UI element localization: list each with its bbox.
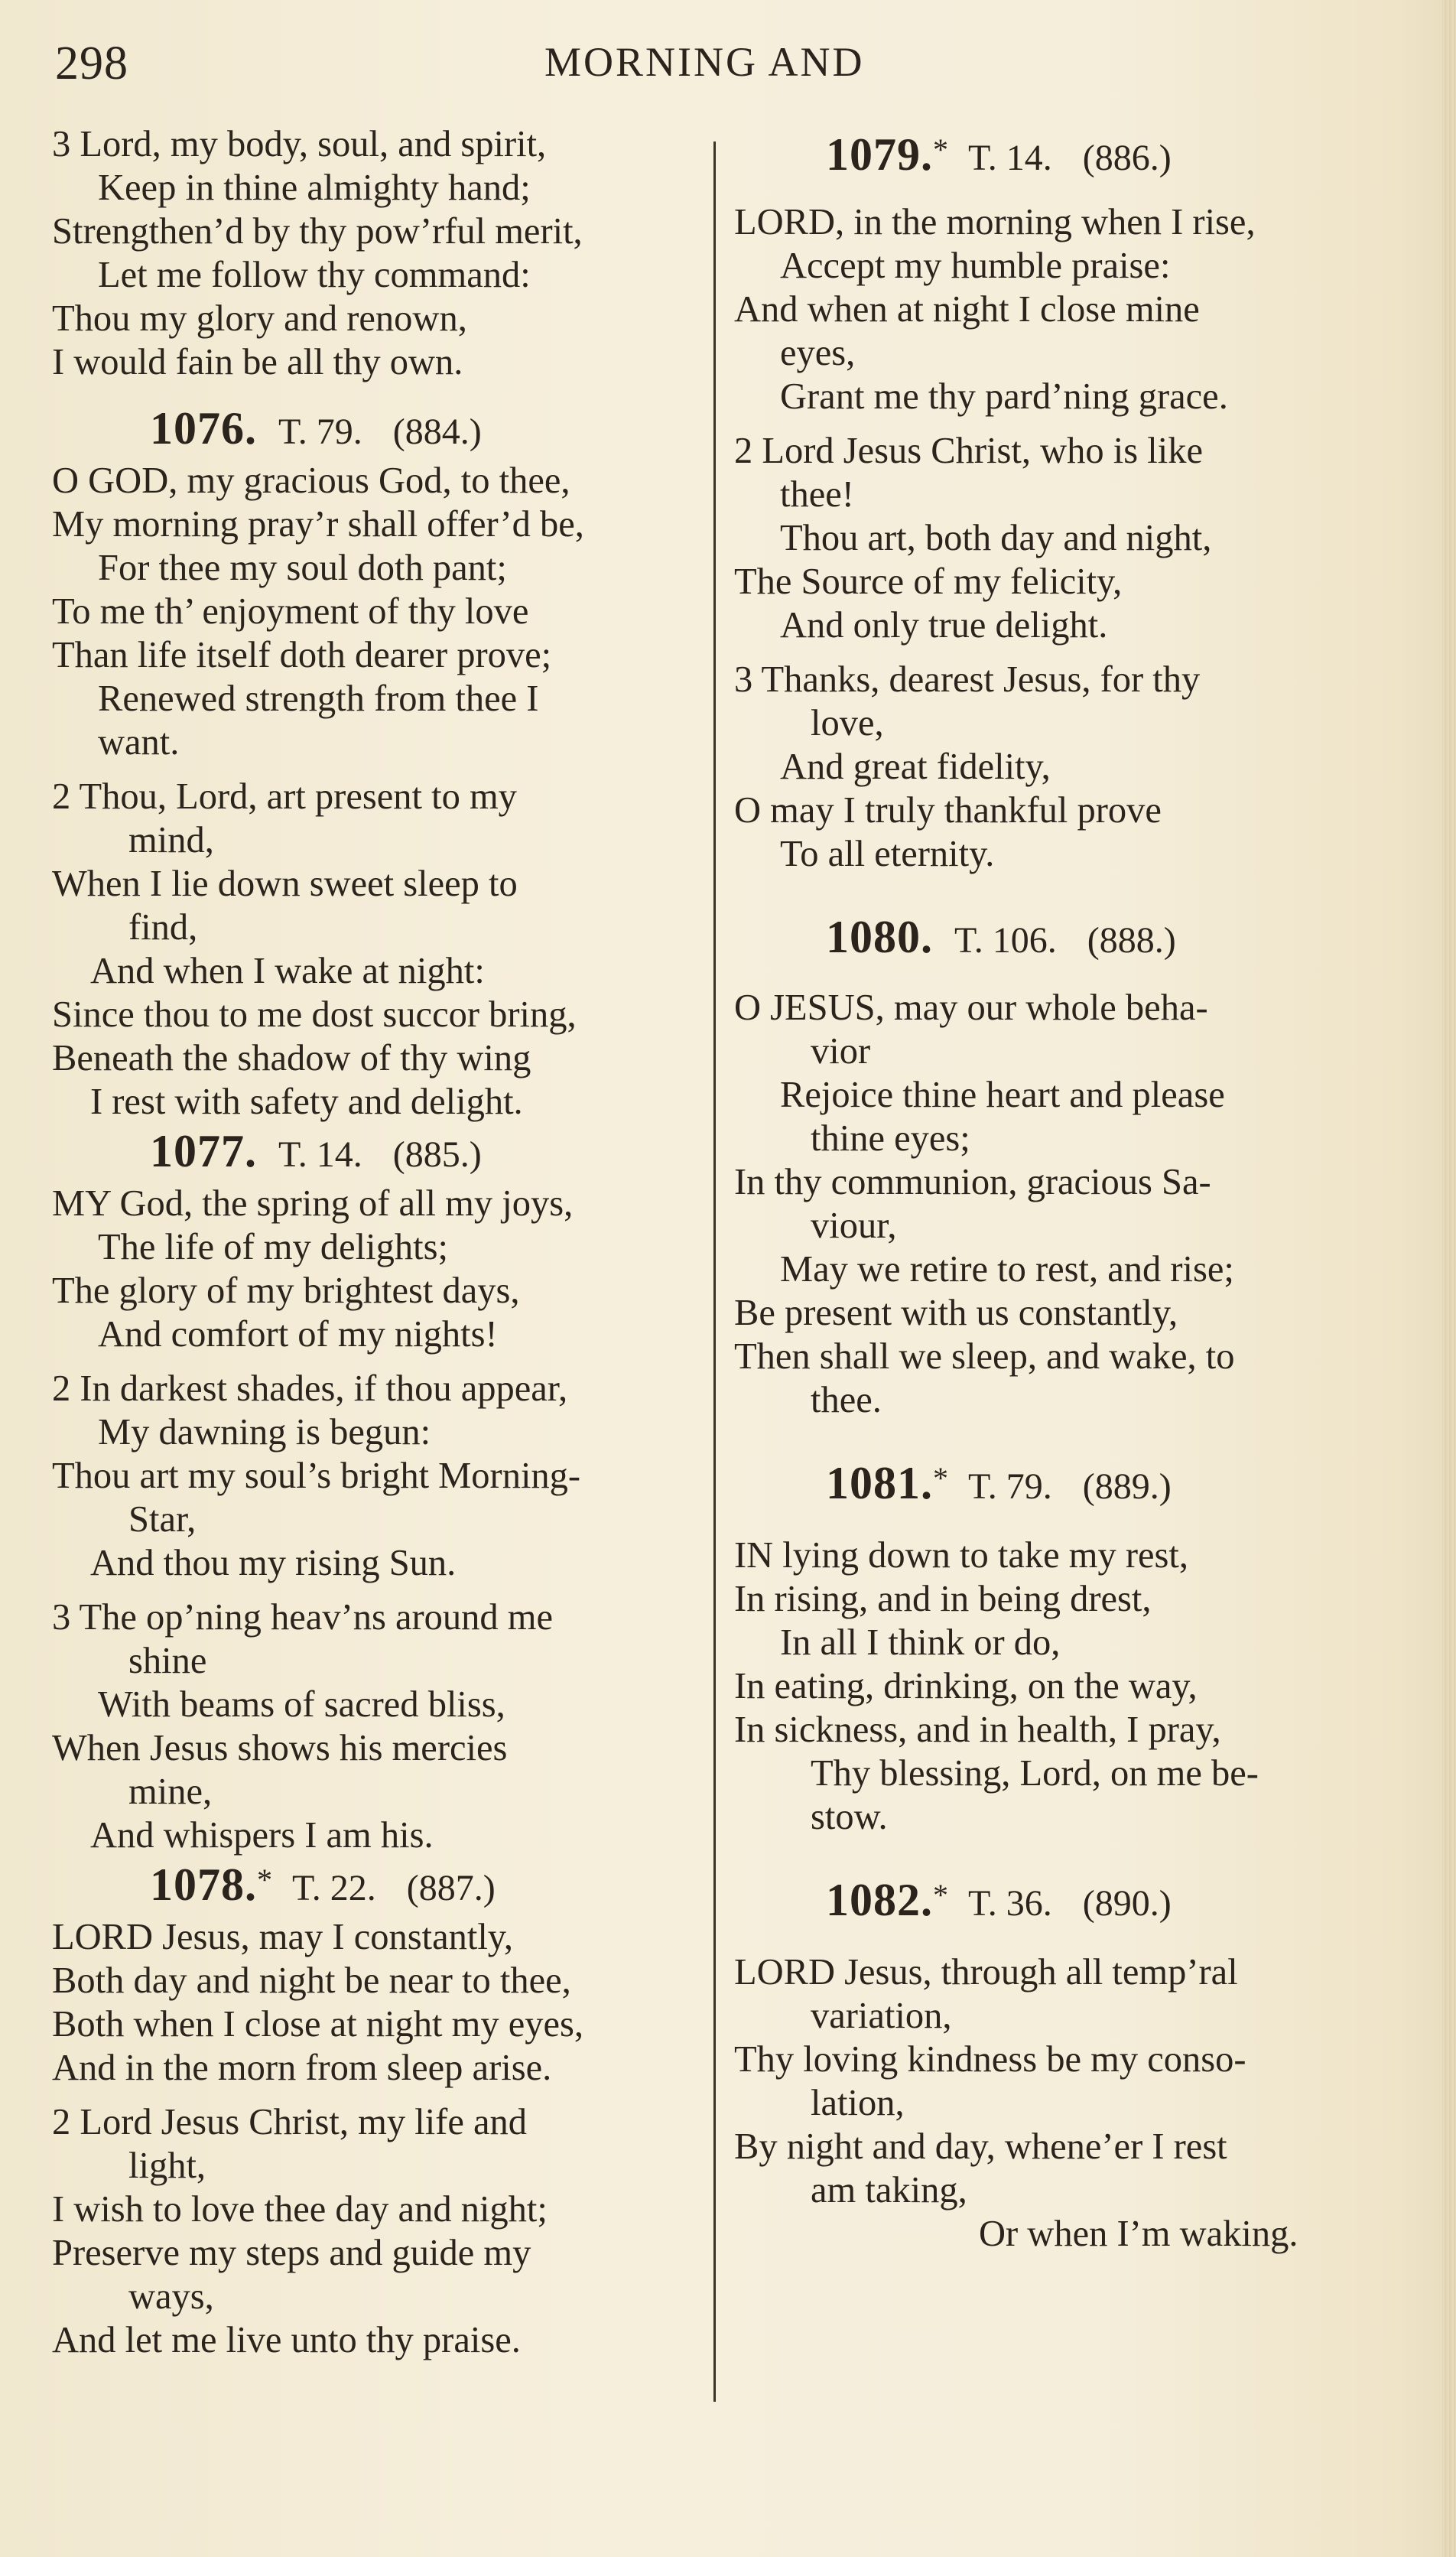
tune-number: T. 79.	[278, 412, 362, 452]
hymn-1079-stanza-2	[734, 429, 1407, 647]
hymn-1078-stanza-1	[52, 1915, 717, 2090]
verse-line: I would fain be all thy own.	[52, 342, 463, 382]
right-column	[734, 130, 1407, 2256]
verse-line: O may I truly thankful prove	[734, 790, 1162, 831]
hymn-1076-stanza-1	[52, 459, 717, 764]
hymn-1076-heading	[52, 404, 717, 453]
verse-line: Strengthen’d by thy pow’rful merit,	[52, 211, 583, 252]
verse-line: Keep in thine almighty hand;	[98, 168, 531, 208]
hymn-1080-heading	[734, 913, 1407, 961]
verse-line: Than life itself doth dearer prove;	[52, 635, 552, 675]
hymn-1082-stanza-1	[734, 1950, 1407, 2256]
verse-line: lation,	[811, 2083, 905, 2123]
verse-line: And in the morn from sleep arise.	[52, 2048, 552, 2088]
verse-line: variation,	[811, 1996, 952, 2036]
verse-line: And comfort of my nights!	[98, 1314, 498, 1355]
verse-line: And let me live unto thy praise.	[52, 2320, 521, 2360]
verse-line: Grant me thy pard’ning grace.	[780, 376, 1228, 417]
running-head: MORNING AND	[544, 39, 865, 85]
hymn-1081-stanza-1	[734, 1534, 1407, 1839]
verse-line: When I lie down sweet sleep to	[52, 864, 518, 904]
verse-line: Thou my glory and renown,	[52, 298, 467, 339]
verse-line: thee.	[811, 1380, 882, 1420]
verse-line: Thy blessing, Lord, on me be-	[811, 1753, 1259, 1794]
asterisk: *	[933, 1461, 948, 1495]
verse-line: thine eyes;	[811, 1118, 970, 1159]
verse-line: For thee my soul doth pant;	[98, 548, 507, 588]
hymn-number: 1080.	[826, 912, 933, 962]
verse-line: love,	[811, 703, 884, 743]
hymn-1075-stanza-3	[52, 122, 717, 384]
tune-number: T. 79.	[968, 1466, 1052, 1507]
verse-line: To me th’ enjoyment of thy love	[52, 591, 529, 632]
verse-line: Both when I close at night my eyes,	[52, 2004, 584, 2045]
reference-number: (886.)	[1082, 138, 1172, 178]
verse-line: Thou art my soul’s bright Morning-	[52, 1456, 581, 1496]
verse-line: Both day and night be near to thee,	[52, 1960, 571, 2001]
hymn-1077-heading	[52, 1127, 717, 1176]
verse-line: am taking,	[811, 2170, 967, 2211]
reference-number: (887.)	[406, 1868, 496, 1908]
verse-line: And when I wake at night:	[90, 951, 485, 991]
reference-number: (888.)	[1087, 920, 1176, 961]
verse-line: LORD, in the morning when I rise,	[734, 202, 1256, 242]
hymn-1079-heading	[734, 130, 1407, 179]
verse-line: To all eternity.	[780, 834, 995, 874]
tune-number: T. 36.	[968, 1883, 1052, 1924]
asterisk: *	[933, 132, 948, 167]
verse-line: mind,	[128, 820, 214, 860]
hymn-number: 1081.	[826, 1458, 933, 1508]
hymn-1077-stanza-2	[52, 1367, 717, 1585]
hymn-1078-stanza-2	[52, 2100, 717, 2362]
verse-line: And great fidelity,	[780, 747, 1051, 787]
hymn-number: 1082.	[826, 1875, 933, 1925]
verse-line: My morning pray’r shall offer’d be,	[52, 504, 584, 545]
hymn-1078-heading	[52, 1860, 717, 1909]
verse-line: ways,	[128, 2276, 214, 2317]
verse-line: And when at night I close mine	[734, 289, 1200, 330]
verse-line: Beneath the shadow of thy wing	[52, 1038, 531, 1078]
verse-line: Thy loving kindness be my conso-	[734, 2039, 1246, 2080]
hymn-1076-stanza-2	[52, 775, 717, 1124]
verse-line: In sickness, and in health, I pray,	[734, 1710, 1221, 1750]
page-header	[55, 31, 904, 99]
verse-line: Thou art, both day and night,	[780, 518, 1212, 558]
reference-number: (884.)	[392, 412, 482, 452]
verse-line: Rejoice thine heart and please	[780, 1075, 1225, 1115]
verse-line: Since thou to me dost succor bring,	[52, 994, 577, 1035]
verse-line: 3 The op’ning heav’ns around me	[52, 1597, 554, 1638]
asterisk: *	[257, 1862, 272, 1897]
verse-line: And whispers I am his.	[90, 1815, 434, 1856]
verse-line: 2 Lord Jesus Christ, my life and	[52, 2102, 528, 2142]
verse-line: In all I think or do,	[780, 1622, 1061, 1663]
verse-line: find,	[128, 907, 198, 948]
verse-line: want.	[98, 722, 180, 763]
verse-line: Let me follow thy command:	[98, 255, 531, 295]
page-number: 298	[55, 37, 128, 89]
asterisk: *	[933, 1878, 948, 1912]
verse-line: And only true delight.	[780, 605, 1108, 646]
hymn-number: 1077.	[150, 1126, 257, 1176]
verse-line: 2 In darkest shades, if thou appear,	[52, 1368, 568, 1409]
verse-line: LORD Jesus, may I constantly,	[52, 1917, 514, 1957]
verse-line: vior	[811, 1031, 871, 1072]
verse-line: Star,	[128, 1499, 197, 1540]
verse-line: 2 Thou, Lord, art present to my	[52, 776, 517, 817]
verse-line: 2 Lord Jesus Christ, who is like	[734, 431, 1203, 471]
verse-line: MY God, the spring of all my joys,	[52, 1183, 574, 1224]
page-edge	[1442, 0, 1456, 2557]
verse-line: In thy communion, gracious Sa-	[734, 1162, 1211, 1202]
verse-line: thee!	[780, 474, 854, 515]
verse-line: light,	[128, 2145, 206, 2186]
verse-line: With beams of sacred bliss,	[98, 1684, 505, 1725]
left-column	[52, 122, 717, 2362]
verse-line: IN lying down to take my rest,	[734, 1535, 1189, 1576]
hymn-1077-stanza-3	[52, 1596, 717, 1857]
hymn-1081-heading	[734, 1459, 1407, 1508]
hymn-1077-stanza-1	[52, 1182, 717, 1356]
hymn-number: 1079.	[826, 129, 933, 180]
verse-line: In eating, drinking, on the way,	[734, 1666, 1198, 1706]
verse-line: LORD Jesus, through all temp’ral	[734, 1952, 1238, 1993]
hymn-1079-stanza-3	[734, 658, 1407, 876]
verse-line: The life of my delights;	[98, 1227, 448, 1267]
verse-line: The Source of my felicity,	[734, 561, 1123, 602]
reference-number: (890.)	[1082, 1883, 1172, 1924]
hymn-number: 1076.	[150, 403, 257, 454]
verse-line: By night and day, whene’er I rest	[734, 2126, 1227, 2167]
verse-line: stow.	[811, 1797, 888, 1837]
hymn-1079-stanza-1	[734, 200, 1407, 418]
verse-line: When Jesus shows his mercies	[52, 1728, 508, 1768]
verse-line: 3 Lord, my body, soul, and spirit,	[52, 124, 547, 164]
verse-line: eyes,	[780, 333, 856, 373]
verse-line: viour,	[811, 1205, 897, 1246]
hymn-1082-heading	[734, 1875, 1407, 1924]
verse-line: Accept my humble praise:	[780, 246, 1171, 286]
hymn-1080-stanza-1	[734, 986, 1407, 1422]
tune-number: T. 14.	[968, 138, 1052, 178]
verse-line: Renewed strength from thee I	[98, 678, 539, 719]
verse-line: mine,	[128, 1771, 213, 1812]
verse-line: 3 Thanks, dearest Jesus, for thy	[734, 659, 1201, 700]
verse-line: The glory of my brightest days,	[52, 1270, 520, 1311]
reference-number: (885.)	[392, 1134, 482, 1175]
tune-number: T. 22.	[292, 1868, 376, 1908]
tune-number: T. 106.	[954, 920, 1057, 961]
tune-number: T. 14.	[278, 1134, 362, 1175]
verse-line: Be present with us constantly,	[734, 1293, 1178, 1333]
verse-line: My dawning is begun:	[98, 1412, 431, 1453]
verse-line: Then shall we sleep, and wake, to	[734, 1336, 1235, 1377]
verse-line: shine	[128, 1641, 207, 1681]
verse-line: O JESUS, may our whole beha-	[734, 987, 1208, 1028]
verse-line: Preserve my steps and guide my	[52, 2233, 531, 2273]
verse-line: And thou my rising Sun.	[90, 1543, 457, 1583]
verse-line: May we retire to rest, and rise;	[780, 1249, 1234, 1290]
verse-line: I wish to love thee day and night;	[52, 2189, 548, 2230]
verse-line: Or when I’m waking.	[979, 2214, 1298, 2254]
verse-line: I rest with safety and delight.	[90, 1082, 523, 1122]
verse-line: O GOD, my gracious God, to thee,	[52, 460, 570, 501]
reference-number: (889.)	[1082, 1466, 1172, 1507]
verse-line: In rising, and in being drest,	[734, 1579, 1152, 1619]
hymn-number: 1078.	[150, 1859, 257, 1910]
